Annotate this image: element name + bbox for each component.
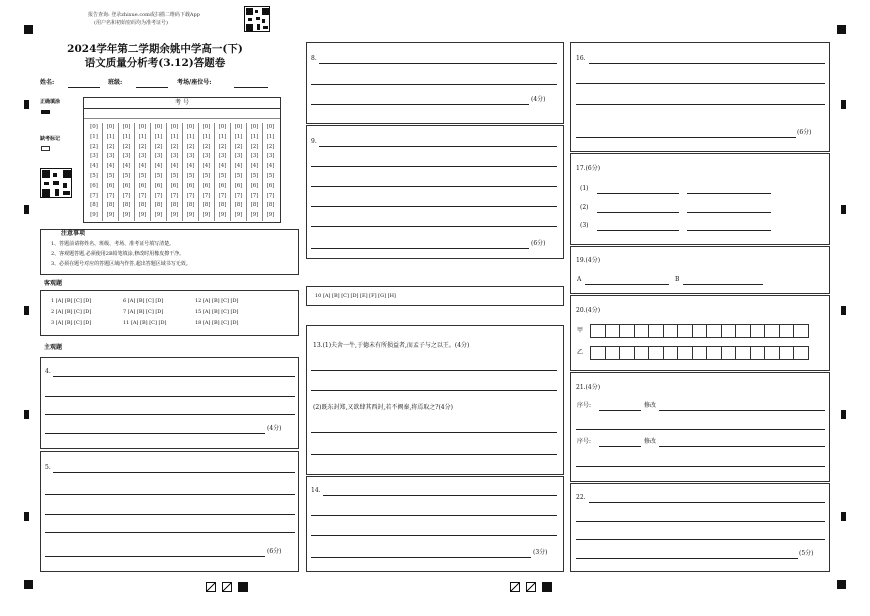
digit-column[interactable]: [0] [1] [2] [3] [4] [5] [6] [7] [8] [9]: [150, 123, 166, 221]
option-b-label: B: [675, 276, 680, 283]
answer-line[interactable]: [311, 454, 557, 455]
answer-line[interactable]: [687, 212, 771, 213]
grid-cell[interactable]: [590, 346, 606, 360]
answer-line[interactable]: [311, 186, 557, 187]
revision-label: 修改: [644, 402, 657, 409]
grid-cell[interactable]: [779, 346, 795, 360]
room-seat-label: 考场/座位号:: [177, 79, 212, 86]
answer-line[interactable]: [687, 193, 771, 194]
registration-mark: [24, 25, 33, 34]
absent-mark-box[interactable]: [41, 146, 50, 151]
timing-mark: [841, 512, 846, 521]
page-code-mark: [238, 582, 248, 592]
answer-line[interactable]: [319, 146, 557, 147]
registration-mark: [837, 25, 846, 34]
absent-mark-label: 缺考标记: [40, 136, 61, 142]
digit-column[interactable]: [0] [1] [2] [3] [4] [5] [6] [7] [8] [9]: [198, 123, 214, 221]
sub-item: (2): [580, 204, 589, 211]
answer-line[interactable]: [323, 495, 557, 496]
answer-line[interactable]: [683, 284, 763, 285]
registration-mark: [837, 580, 846, 589]
grid-cell[interactable]: [605, 346, 621, 360]
correct-fill-sample: [41, 110, 50, 114]
question-number: 5.: [45, 464, 51, 471]
answer-box-q19[interactable]: [570, 246, 830, 294]
answer-line[interactable]: [311, 248, 529, 249]
digit-column[interactable]: [0] [1] [2] [3] [4] [5] [6] [7] [8] [9]: [262, 123, 278, 221]
answer-box-q17[interactable]: [570, 153, 830, 245]
score-label: (3分): [533, 549, 548, 556]
answer-line[interactable]: [45, 396, 295, 397]
subjective-title: 主观题: [44, 344, 63, 351]
answer-line[interactable]: [687, 230, 771, 231]
answer-line[interactable]: [576, 539, 825, 540]
grid-cell[interactable]: [735, 346, 751, 360]
answer-line[interactable]: [311, 84, 557, 85]
question-13-part1: 13.(1)夫舍一牛,于德未有所损益者,而孟子与之以王。(4分): [313, 342, 470, 349]
score-label: (6分): [531, 240, 546, 247]
correct-fill-label: 正确填涂: [40, 99, 61, 105]
question-number: 4.: [45, 368, 51, 375]
sub-item: (1): [580, 185, 589, 192]
answer-line[interactable]: [576, 521, 825, 522]
grid-cell[interactable]: [735, 324, 751, 338]
answer-line[interactable]: [589, 502, 825, 503]
answer-line[interactable]: [311, 226, 557, 227]
digit-column[interactable]: [0] [1] [2] [3] [4] [5] [6] [7] [8] [9]: [90, 124, 98, 219]
grid-cell[interactable]: [663, 324, 679, 338]
score-label: (4分): [531, 96, 546, 103]
timing-mark: [841, 100, 846, 109]
answer-line[interactable]: [597, 230, 679, 231]
report-query-line: 报告查询: 登录zhixue.com或扫描二维码下载App: [88, 12, 200, 18]
objective-option[interactable]: 3 [A] [B] [C] [D]: [51, 320, 92, 326]
answer-line[interactable]: [589, 63, 825, 64]
objective-option[interactable]: 12 [A] [B] [C] [D]: [195, 298, 239, 304]
answer-box-q21[interactable]: [570, 372, 830, 482]
objective-option[interactable]: 18 [A] [B] [C] [D]: [195, 320, 239, 326]
grid-cell[interactable]: [692, 324, 708, 338]
question-number: 17.(6分): [576, 165, 601, 172]
grid-cell[interactable]: [677, 324, 693, 338]
grid-cell[interactable]: [634, 346, 650, 360]
timing-mark: [841, 306, 846, 315]
question-number: 14.: [311, 487, 321, 494]
multi-choice-options[interactable]: 10 [A] [B] [C] [D] [E] [F] [G] [H]: [315, 293, 396, 299]
answer-line[interactable]: [311, 206, 557, 207]
grid-cell[interactable]: [590, 324, 606, 338]
answer-box-q14[interactable]: [306, 476, 564, 572]
page-title-line1: 2024学年第二学期余姚中学高一(下): [67, 43, 243, 55]
answer-box-q4[interactable]: [40, 357, 299, 449]
digit-column[interactable]: [0] [1] [2] [3] [4] [5] [6] [7] [8] [9]: [166, 123, 182, 221]
grid-cell[interactable]: [663, 346, 679, 360]
notice-box: [40, 229, 299, 275]
objective-option[interactable]: 1 [A] [B] [C] [D]: [51, 298, 92, 304]
page-code-mark: [222, 582, 232, 592]
sequence-label: 序号:: [577, 402, 592, 409]
page-code-mark: [526, 582, 536, 592]
sub-item: (3): [580, 222, 589, 229]
score-label: (5分): [799, 550, 814, 557]
qr-code: [244, 6, 270, 32]
answer-line[interactable]: [576, 558, 798, 559]
timing-mark: [24, 410, 29, 419]
answer-line[interactable]: [311, 166, 557, 167]
grid-cell[interactable]: [764, 324, 780, 338]
objective-option[interactable]: 7 [A] [B] [C] [D]: [123, 309, 164, 315]
digit-column[interactable]: [0] [1] [2] [3] [4] [5] [6] [7] [8] [9]: [118, 123, 134, 221]
revision-label: 修改: [644, 438, 657, 445]
answer-line[interactable]: [45, 514, 295, 515]
objective-title: 客观题: [44, 280, 63, 287]
answer-box-q9[interactable]: [306, 125, 564, 259]
notice-title: 注意事项: [61, 230, 86, 237]
score-label: (6分): [797, 129, 812, 136]
revision-field[interactable]: [659, 446, 825, 447]
answer-line[interactable]: [597, 212, 679, 213]
question-number: 22.: [576, 494, 586, 501]
grid-cell[interactable]: [779, 324, 795, 338]
answer-line[interactable]: [311, 390, 557, 391]
answer-line[interactable]: [585, 284, 669, 285]
question-number: 9.: [311, 138, 317, 145]
question-number: 8.: [311, 55, 317, 62]
timing-mark: [24, 306, 29, 315]
answer-line[interactable]: [53, 472, 295, 473]
grid-cell[interactable]: [706, 346, 722, 360]
answer-line[interactable]: [311, 535, 557, 536]
answer-line[interactable]: [311, 432, 557, 433]
answer-line[interactable]: [319, 63, 557, 64]
name-label: 姓名:: [40, 79, 55, 86]
page-title-line2: 语文质量分析考(3.12)答题卷: [84, 57, 226, 69]
grid-cell[interactable]: [648, 346, 664, 360]
digit-column[interactable]: [0] [1] [2] [3] [4] [5] [6] [7] [8] [9]: [214, 123, 230, 221]
answer-box-q16[interactable]: [570, 42, 830, 152]
answer-line[interactable]: [45, 433, 265, 434]
notice-item: 1、答题前请将姓名、班级、考场、准考证号填写清楚。: [51, 241, 175, 247]
answer-box-q5[interactable]: [40, 451, 299, 572]
answer-line[interactable]: [311, 557, 531, 558]
digit-column[interactable]: [0] [1] [2] [3] [4] [5] [6] [7] [8] [9]: [246, 123, 262, 221]
digit-column[interactable]: [0] [1] [2] [3] [4] [5] [6] [7] [8] [9]: [134, 123, 150, 221]
answer-box-q13[interactable]: [306, 325, 564, 475]
page-code-mark: [206, 582, 216, 592]
answer-box-q10[interactable]: [306, 286, 564, 306]
class-label: 班级:: [108, 79, 123, 86]
timing-mark: [24, 512, 29, 521]
objective-option[interactable]: 6 [A] [B] [C] [D]: [123, 298, 164, 304]
answer-line[interactable]: [597, 193, 679, 194]
answer-line[interactable]: [53, 376, 295, 377]
answer-line[interactable]: [45, 532, 295, 533]
objective-option[interactable]: 2 [A] [B] [C] [D]: [51, 309, 92, 315]
report-query-note: (用户名和初始密码均为准考证号): [94, 20, 168, 26]
student-qr-code: [40, 168, 72, 198]
grid-cell[interactable]: [706, 324, 722, 338]
answer-line[interactable]: [311, 104, 529, 105]
class-field[interactable]: [136, 87, 168, 88]
character-grid[interactable]: [590, 324, 808, 360]
answer-box-q8[interactable]: [306, 42, 564, 124]
exam-number-columns[interactable]: [86, 123, 278, 221]
answer-line[interactable]: [45, 414, 295, 415]
answer-line[interactable]: [311, 515, 557, 516]
score-label: (4分): [267, 425, 282, 432]
answer-line[interactable]: [576, 429, 825, 430]
timing-mark: [24, 100, 29, 109]
digit-column[interactable]: [0] [1] [2] [3] [4] [5] [6] [7] [8] [9]: [182, 123, 198, 221]
grid-cell[interactable]: [619, 346, 635, 360]
registration-mark: [24, 580, 33, 589]
question-number: 21.(4分): [576, 384, 601, 391]
answer-line[interactable]: [576, 83, 825, 84]
grid-cell[interactable]: [793, 324, 809, 338]
grid-cell[interactable]: [793, 346, 809, 360]
notice-item: 2、客观题答题,必须使用2B铅笔填涂,修改时用橡皮擦干净。: [51, 251, 185, 257]
answer-line[interactable]: [311, 370, 557, 371]
exam-number-grid: [83, 97, 281, 223]
objective-option[interactable]: 15 [A] [B] [C] [D]: [195, 309, 239, 315]
answer-line[interactable]: [45, 556, 265, 557]
sequence-label: 序号:: [577, 438, 592, 445]
grid-cell[interactable]: [750, 346, 766, 360]
grid-cell[interactable]: [692, 346, 708, 360]
notice-item: 3、必须在题号对应的答题区域内作答,超出答题区域书写无效。: [51, 261, 191, 267]
timing-mark: [841, 205, 846, 214]
grid-cell[interactable]: [648, 324, 664, 338]
page-code-mark: [510, 582, 520, 592]
answer-box-q22[interactable]: [570, 483, 830, 572]
answer-line[interactable]: [576, 104, 825, 105]
question-number: 20.(4分): [576, 307, 601, 314]
grid-cell[interactable]: [677, 346, 693, 360]
grid-cell[interactable]: [721, 324, 737, 338]
grid-cell[interactable]: [750, 324, 766, 338]
revision-field[interactable]: [659, 410, 825, 411]
objective-option[interactable]: 11 [A] [B] [C] [D]: [123, 320, 167, 326]
exam-number-label: 考 号: [175, 99, 189, 106]
sequence-field[interactable]: [599, 410, 641, 411]
answer-line[interactable]: [576, 137, 796, 138]
answer-line[interactable]: [45, 494, 295, 495]
room-seat-field[interactable]: [234, 87, 268, 88]
answer-box-q20[interactable]: [570, 295, 830, 371]
grid-cell[interactable]: [721, 346, 737, 360]
grid-cell[interactable]: [619, 324, 635, 338]
question-number: 16.: [576, 55, 586, 62]
grid-cell[interactable]: [634, 324, 650, 338]
question-13-part2: (2)既东封郑,又欲肆其西封,若不阙秦,将焉取之?(4分): [313, 404, 453, 411]
score-label: (6分): [267, 548, 282, 555]
row-label-yi: 乙: [577, 349, 584, 356]
timing-mark: [841, 410, 846, 419]
name-field[interactable]: [68, 87, 100, 88]
grid-cell[interactable]: [764, 346, 780, 360]
page-code-mark: [542, 582, 552, 592]
timing-mark: [24, 205, 29, 214]
grid-cell[interactable]: [605, 324, 621, 338]
objective-box: [40, 290, 299, 336]
sequence-field[interactable]: [599, 446, 641, 447]
option-a-label: A: [577, 276, 582, 283]
question-number: 19.(4分): [576, 257, 601, 264]
row-label-jia: 甲: [577, 327, 584, 334]
digit-column[interactable]: [0] [1] [2] [3] [4] [5] [6] [7] [8] [9]: [102, 123, 118, 221]
answer-line[interactable]: [576, 466, 825, 467]
digit-column[interactable]: [0] [1] [2] [3] [4] [5] [6] [7] [8] [9]: [230, 123, 246, 221]
